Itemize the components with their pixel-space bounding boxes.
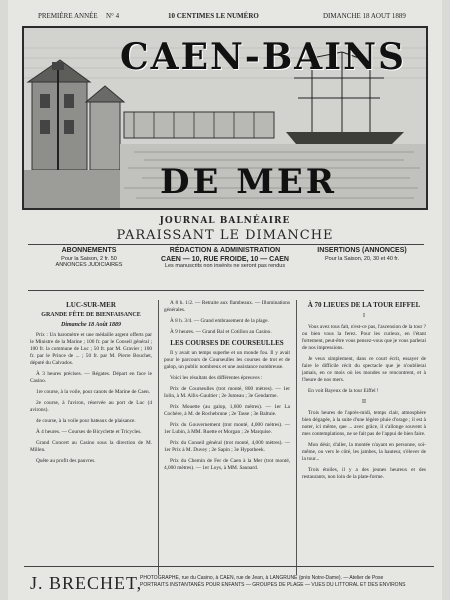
article-heading: LUC-SUR-MER <box>66 301 116 309</box>
paragraph: Il y avait un temps superbe et un monde fou. Il y avait pour le parcours de Courseulles les courses de trot et de galop, un public nombreux et une assistance nombreuse. <box>164 350 290 370</box>
divider <box>28 290 424 291</box>
article-subheading: GRANDE FÊTE DE BIENFAISANCE <box>41 312 141 318</box>
paragraph: Quête au profit des pauvres. <box>36 458 96 464</box>
paragraph: Prix Mouette (au galop, 1,600 mètres). — 1er La Cochère, à M. de Rochebrune ; 2e Tasse ; 3e Baltuie. <box>164 404 290 417</box>
paragraph: Prix : Un baromètre et une médaille argent offerts par le Ministre de la Marine ; 100 fr. par le Conseil général ; 100 fr. la commune de Luc ; 50 fr. par M. Gravier ; 100 fr. par le Prince de ... ; 50 fr. par M. Pierre Bouchet, député du Calvados. <box>30 332 152 366</box>
editorial-title: RÉDACTION & ADMINISTRATION <box>169 247 281 254</box>
advertising-title: INSERTIONS (ANNONCES) <box>317 247 407 254</box>
column-divider <box>296 300 297 575</box>
column-divider <box>158 300 159 575</box>
subscriptions-price: Pour la Saison, 2 fr. 50 <box>61 256 117 262</box>
paragraph: En voit Bayeux de la tour Eiffel ! <box>308 388 379 394</box>
paragraph: Je veux simplement, dans ce court écrit, essayer de faire le difficile récit du spectacle que je n'oublierai jamais, en ce mois où les mondes se rencontrent, et à l'heure de nos mers. <box>302 356 426 383</box>
column-luc-sur-mer <box>30 300 152 565</box>
issue-date: DIMANCHE 18 AOUT 1889 <box>323 12 406 20</box>
issue-year: PREMIÈRE ANNÉE <box>38 12 98 20</box>
editorial-box <box>158 247 292 287</box>
subscriptions-title: ABONNEMENTS <box>61 247 117 254</box>
photographer-address: PHOTOGRAPHE, rue du Casino, à CAEN, rue de Jean, à LANGRUNE (près Notre-Dame). — Atelier de Pose <box>140 575 384 581</box>
paragraph: À 4 heures. — Courses de Bicyclette et Tricycles. <box>36 429 142 435</box>
newspaper-page <box>8 0 442 600</box>
column-tour-eiffel <box>302 300 426 565</box>
photographer-advertisement <box>24 566 434 597</box>
issue-number: N° 4 <box>106 12 120 20</box>
masthead-illustration <box>22 26 428 210</box>
paragraph: 2e course, à l'aviron, réservée au port de Luc (4 avirons). <box>30 400 152 413</box>
editorial-address: CAEN — 10, RUE FROIDE, 10 — CAEN <box>161 256 289 263</box>
paragraph: Prix du Conseil général (trot monté, 4,000 mètres). — 1er Prix à M. Duvey ; 2e Sapin ; 3e Hypotheek. <box>164 440 290 453</box>
article-heading: LES COURSES DE COURSEULLES <box>170 339 284 347</box>
section-number: I <box>363 313 365 319</box>
editorial-note: Les manuscrits non insérés ne seront pas rendus <box>164 263 286 269</box>
paragraph: Trois étoiles, il y a des jeunes heureux et des restaurants, non loin de la plate-forme. <box>302 467 426 480</box>
paragraph: À 8 h. 1/2. — Retraite aux flambeaux. — Illuminations générales. <box>164 300 290 313</box>
paragraph: Prix de Courseulles (trot monté, 800 mètres). — 1er Iolin, à M. Allix-Gaultier ; 2e Jumeau ; 3e Gendarme. <box>164 386 290 399</box>
article-date: Dimanche 18 Août 1889 <box>61 322 121 328</box>
masthead-subtitle: DE MER <box>160 162 338 202</box>
paragraph: 4e course, à la voile pour bateaux de plaisance. <box>36 418 136 424</box>
legal-notices: ANNONCES JUDICIAIRES <box>55 262 123 268</box>
paragraph: Mon désir, d'aller, la montée n'ayant en personne, soi-même, ou vers le côté, les jambes, la hauteur, s'élever de la tour... <box>302 442 426 462</box>
paragraph: Voici les résultats des différentes épreuves : <box>170 375 263 381</box>
paragraph: Prix du Chemin de Fer de Caen à la Mer (trot monté, 4,000 mètres). — 1er Loys, à MM. Saunard. <box>164 458 290 471</box>
paragraph: À 9 heures. — Grand Bal et Cotillon au Casino. <box>170 329 272 335</box>
photographer-details <box>140 575 430 589</box>
photographer-name: J. BRECHET, <box>30 573 143 593</box>
masthead-title: CAEN-BAINS <box>120 36 406 78</box>
paragraph: Trois heures de l'après-midi, temps clair, atmosphère bien dégagée, à la suite d'une légère pluie d'orage ; il est à noter, ici même, que ... avec grâce, il s'allonge souvent à mes contemplations, ne se fait pas de l'appui de bien faire. <box>302 410 426 437</box>
divider <box>28 244 424 245</box>
paragraph: Grand Concert au Casino sous la direction de M. Millen. <box>30 440 152 453</box>
article-heading: À 70 LIEUES DE LA TOUR EIFFEL <box>307 301 421 309</box>
paragraph: Vous avez tous fait, n'est-ce pas, l'ascension de la tour ? ou bien vous la ferez. Pour les curieux, en l'étant fortement, peut-être vous pensez-vous que je vous parlerai de nos impressions. <box>302 324 426 351</box>
advertising-box <box>302 247 422 287</box>
paragraph: 1re course, à la voile, pour canots de Marine de Caen. <box>36 389 150 395</box>
paragraph: À 8 h. 3/4. — Grand embrasement de la plage. <box>170 318 269 324</box>
issue-line <box>38 12 428 24</box>
publication-frequency: PARAISSANT LE DIMANCHE <box>116 228 334 243</box>
photographer-services: PORTRAITS INSTANTANÉS POUR ENFANTS — GROUPES DE PLAGE — VUES DU LITTORAL ET DES ENVIRONS <box>140 582 406 588</box>
column-courses <box>164 300 290 565</box>
issue-price: 10 CENTIMES LE NUMÉRO <box>168 12 259 20</box>
paragraph: À 3 heures précises. — Régates. Départ en face le Casino. <box>30 371 152 384</box>
advertising-price: Pour la Saison, 20, 30 et 40 fr. <box>325 256 399 262</box>
journal-type: JOURNAL BALNÉAIRE <box>159 216 291 226</box>
subscriptions-box <box>30 247 148 287</box>
section-number: II <box>362 399 366 405</box>
paragraph: Prix du Gouvernement (trot monté, 4,000 mètres). — 1er Lubin, à MM. Ruette et Morgan ; 2e Marquise. <box>164 422 290 435</box>
